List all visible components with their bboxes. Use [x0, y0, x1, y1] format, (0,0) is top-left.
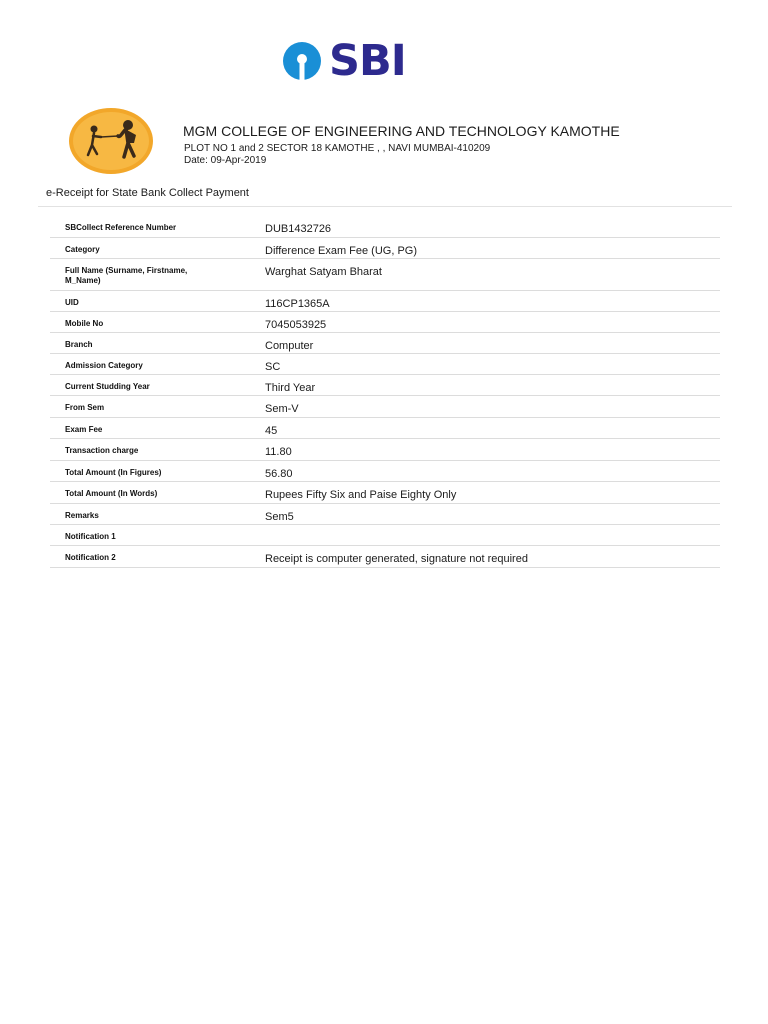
field-row-branch: [50, 333, 720, 354]
college-address: PLOT NO 1 and 2 SECTOR 18 KAMOTHE , , NAVI MUMBAI-410209: [184, 143, 491, 154]
field-value: 116CP1365A: [265, 298, 330, 310]
field-row-full-name: [50, 259, 720, 291]
tug-of-war-emblem-icon: [68, 107, 154, 175]
field-label: Full Name (Surname, Firstname, M_Name): [65, 266, 188, 285]
field-label: Total Amount (In Figures): [65, 468, 162, 477]
field-row-total-words: [50, 482, 720, 504]
field-label: Total Amount (In Words): [65, 489, 158, 498]
field-value: 56.80: [265, 468, 293, 480]
field-row-reference-number: [50, 216, 720, 238]
keyhole-icon: [279, 40, 325, 82]
field-value: Sem5: [265, 511, 294, 523]
field-row-notification-1: [50, 525, 720, 546]
field-value: SC: [265, 361, 281, 373]
field-value: Sem-V: [265, 403, 299, 415]
field-value: Receipt is computer generated, signature not required: [265, 553, 528, 565]
field-value: DUB1432726: [265, 223, 332, 235]
field-label: SBCollect Reference Number: [65, 223, 177, 232]
field-value: 45: [265, 425, 278, 437]
field-value: 11.80: [265, 446, 292, 458]
field-label: Notification 1: [65, 532, 116, 541]
field-value: Warghat Satyam Bharat: [265, 266, 382, 278]
field-label: Branch: [65, 340, 93, 349]
field-row-notification-2: [50, 546, 720, 568]
field-label: Current Studding Year: [65, 382, 150, 391]
field-label: UID: [65, 298, 79, 307]
field-row-mobile-no: [50, 312, 720, 333]
field-label: Admission Category: [65, 361, 143, 370]
field-row-uid: [50, 291, 720, 312]
field-row-exam-fee: [50, 418, 720, 439]
field-label: Notification 2: [65, 553, 116, 562]
field-label: Exam Fee: [65, 425, 103, 434]
field-label: Mobile No: [65, 319, 104, 328]
field-row-category: [50, 238, 720, 259]
field-row-total-figures: [50, 461, 720, 482]
field-label: Remarks: [65, 511, 99, 520]
field-value: [265, 525, 720, 545]
field-value: 7045053925: [265, 319, 327, 331]
field-row-current-year: [50, 375, 720, 396]
field-value: Difference Exam Fee (UG, PG): [265, 245, 418, 257]
receipt-date: Date: 09-Apr-2019: [184, 155, 267, 166]
field-value: Computer: [265, 340, 314, 352]
field-label: Category: [65, 245, 100, 254]
college-name: MGM COLLEGE OF ENGINEERING AND TECHNOLOGY KAMOTHE: [183, 123, 620, 139]
divider: [38, 206, 732, 207]
field-value: Rupees Fifty Six and Paise Eighty Only: [265, 489, 457, 501]
field-label: From Sem: [65, 403, 105, 412]
sbi-logo: [279, 36, 406, 86]
field-row-admission-category: [50, 354, 720, 375]
field-row-transaction-charge: [50, 439, 720, 461]
field-value: Third Year: [265, 382, 316, 394]
field-row-from-sem: [50, 396, 720, 418]
sbi-wordmark: SBI: [329, 36, 406, 86]
field-row-remarks: [50, 504, 720, 525]
field-label: Transaction charge: [65, 446, 139, 455]
receipt-fields-table: [50, 216, 720, 568]
receipt-title: e-Receipt for State Bank Collect Payment: [46, 187, 249, 199]
